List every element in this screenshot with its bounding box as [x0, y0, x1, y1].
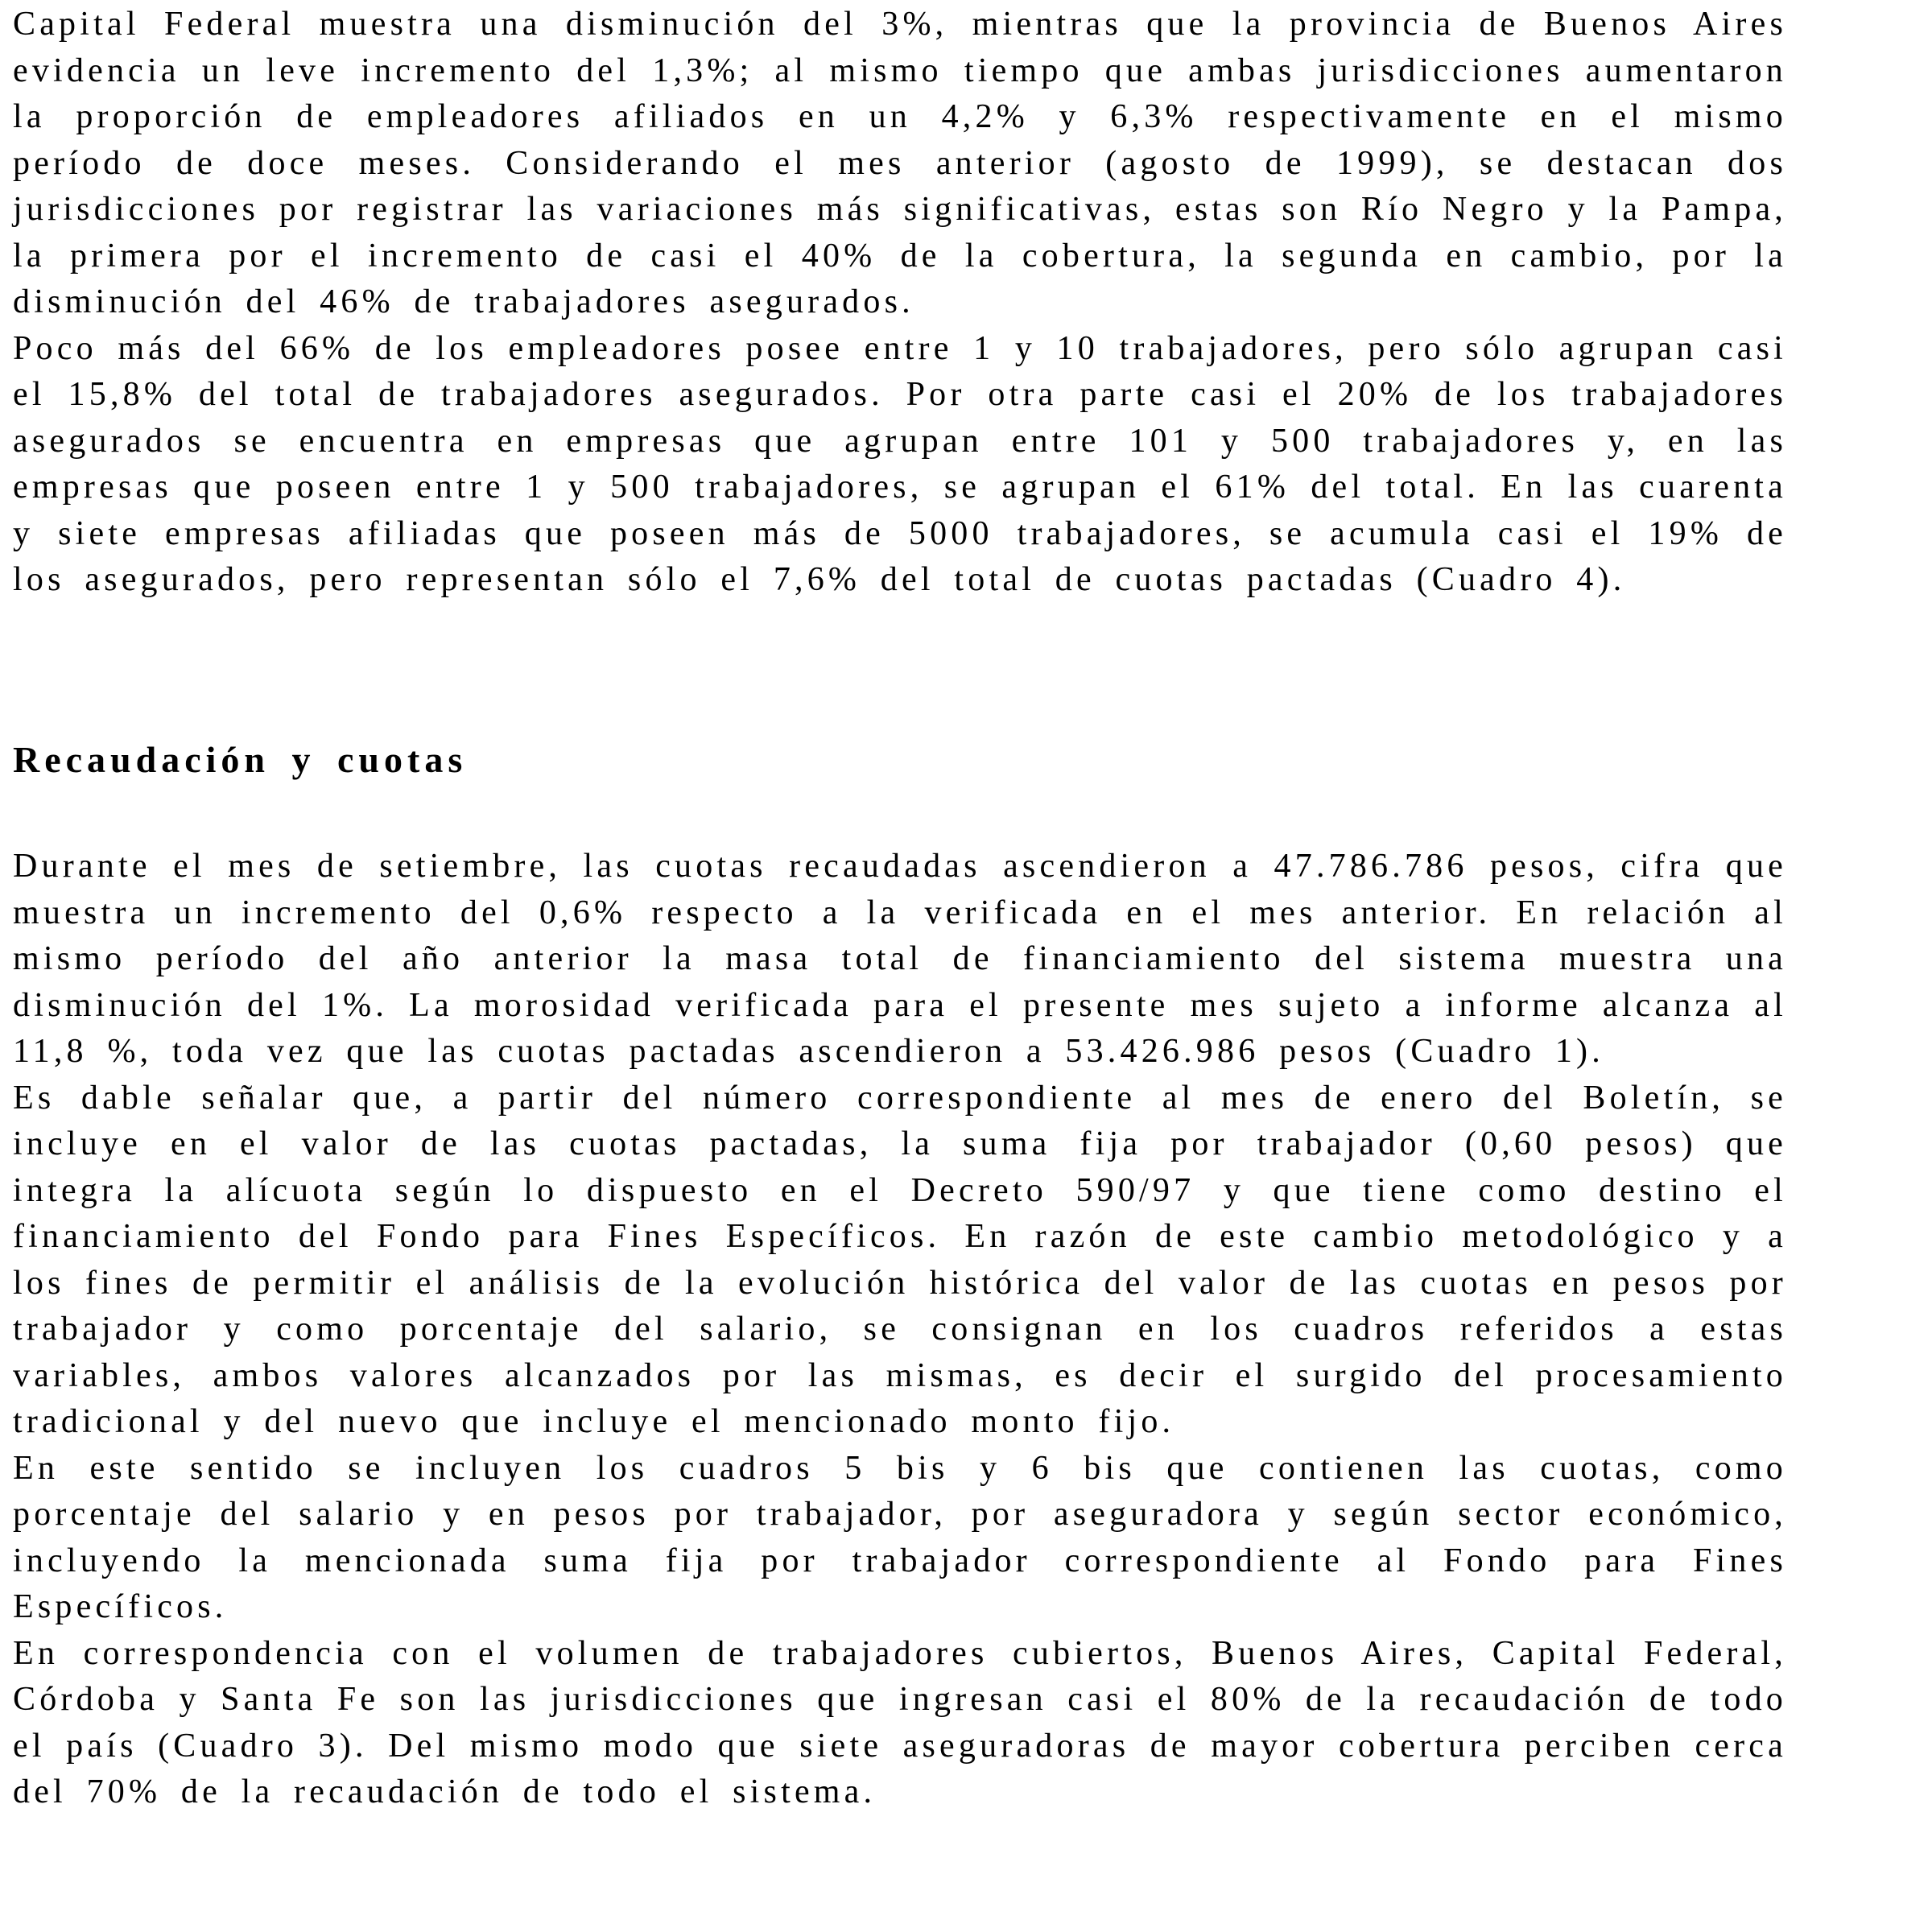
section-2-body — [13, 844, 1787, 1816]
paragraph-coverage-jurisdictions: Capital Federal muestra una disminución del 3%, mientras que la provincia de Buenos Aires evidencia un leve incremento del 1,3%; al mismo tiempo que ambas jurisdicciones aumentaron la proporción de empleadores afiliados en un 4,2% y 6,3% respectivamente en el mismo período de doce meses. Considerando el mes anterior (agosto de 1999), se destacan dos jurisdicciones por registrar las variaciones más significativas, estas son Río Negro y la Pampa, la primera por el incremento de casi el 40% de la cobertura, la segunda en cambio, por la disminución del 46% de trabajadores asegurados. — [13, 6, 1787, 320]
paragraph-bis-tables: En este sentido se incluyen los cuadros 5 bis y 6 bis que contienen las cuotas, como porcentaje del salario y en pesos por trabajador, por aseguradora y según sector económico, incluyendo la mencionada suma fija por trabajador correspondiente al Fondo para Fines Específicos. — [13, 1449, 1787, 1625]
paragraph-employer-size: Poco más del 66% de los empleadores posee entre 1 y 10 trabajadores, pero sólo agrupan casi el 15,8% del total de trabajadores asegurados. Por otra parte casi el 20% de los trabajadores asegurados se encuentra en empresas que agrupan entre 101 y 500 trabajadores y, en las empresas que poseen entre 1 y 500 trabajadores, se agrupan el 61% del total. En las cuarenta y siete empresas afiliadas que poseen más de 5000 trabajadores, se acumula casi el 19% de los asegurados, pero representan sólo el 7,6% del total de cuotas pactadas (Cuadro 4). — [13, 329, 1787, 598]
section-heading-recaudacion: Recaudación y cuotas — [13, 739, 468, 780]
section-1-body — [13, 2, 1787, 604]
paragraph-jurisdiction-collection: En correspondencia con el volumen de trabajadores cubiertos, Buenos Aires, Capital Federal, Córdoba y Santa Fe son las jurisdicciones que ingresan casi el 80% de la recaudación de todo el país (Cuadro 3). Del mismo modo que siete aseguradoras de mayor cobertura perciben cerca del 70% de la recaudación de todo el sistema. — [13, 1634, 1787, 1810]
paragraph-collected-fees: Durante el mes de setiembre, las cuotas recaudadas ascendieron a 47.786.786 pesos, cifra que muestra un incremento del 0,6% respecto a la verificada en el mes anterior. En relación al mismo período del año anterior la masa total de financiamiento del sistema muestra una disminución del 1%. La morosidad verificada para el presente mes sujeto a informe alcanza al 11,8 %, toda vez que las cuotas pactadas ascendieron a 53.426.986 pesos (Cuadro 1). — [13, 848, 1787, 1070]
paragraph-fixed-sum-method: Es dable señalar que, a partir del número correspondiente al mes de enero del Boletín, se incluye en el valor de las cuotas pactadas, la suma fija por trabajador (0,60 pesos) que integra la alícuota según lo dispuesto en el Decreto 590/97 y que tiene como destino el financiamiento del Fondo para Fines Específicos. En razón de este cambio metodológico y a los fines de permitir el análisis de la evolución histórica del valor de las cuotas en pesos por trabajador y como porcentaje del salario, se consignan en los cuadros referidos a estas variables, ambos valores alcanzados por las mismas, es decir el surgido del procesamiento tradicional y del nuevo que incluye el mencionado monto fijo. — [13, 1079, 1787, 1440]
